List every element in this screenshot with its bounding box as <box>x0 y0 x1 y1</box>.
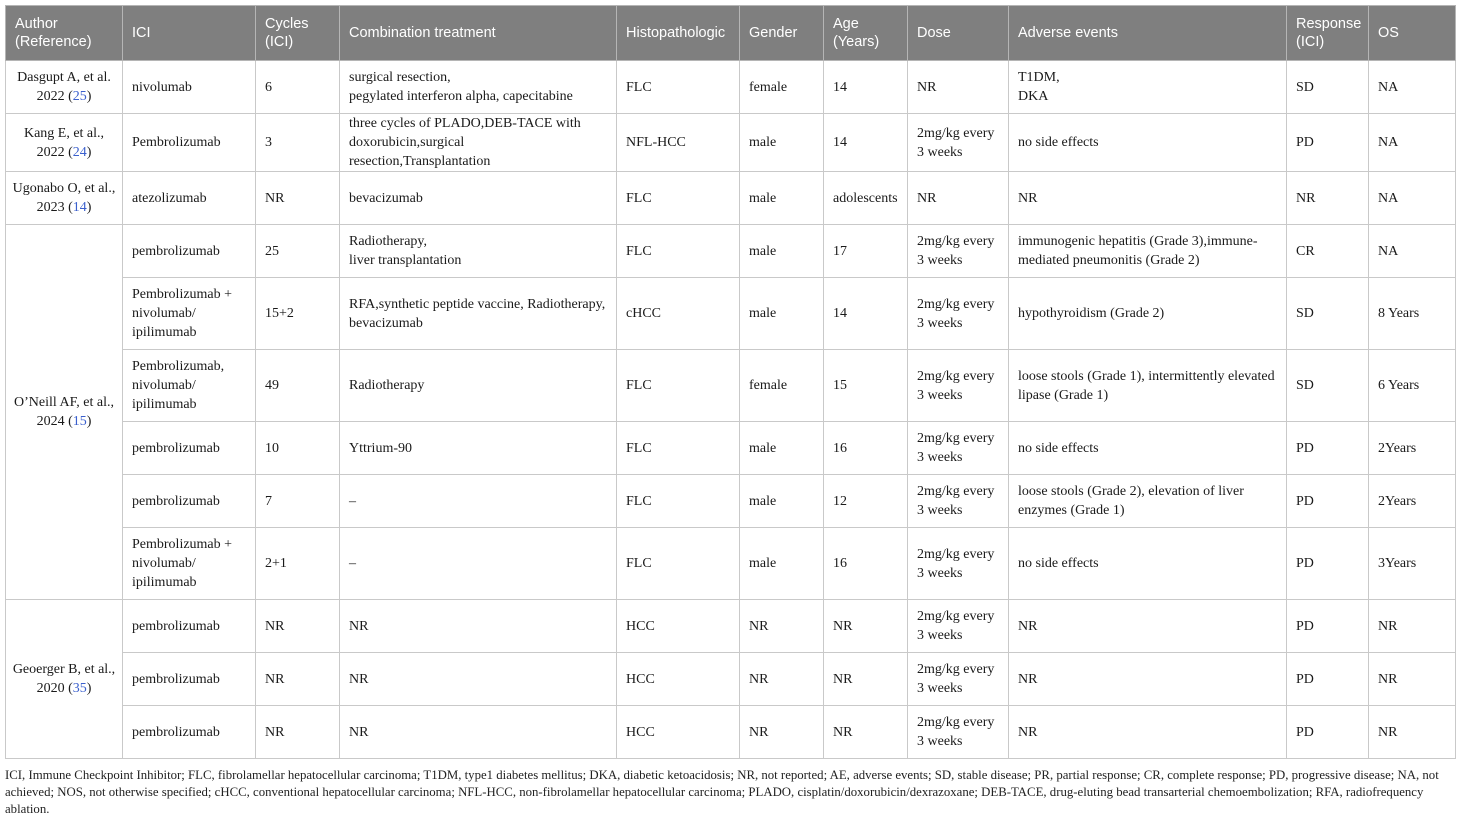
cell-adverse-events: NR <box>1009 600 1287 653</box>
cell-age: 16 <box>824 528 908 600</box>
cell-response: SD <box>1287 350 1369 422</box>
cell-gender: male <box>740 278 824 350</box>
cell-histopathologic: FLC <box>617 422 740 475</box>
cell-response: PD <box>1287 706 1369 759</box>
cell-combination: – <box>340 528 617 600</box>
table-row <box>6 61 1456 114</box>
cell-histopathologic: FLC <box>617 225 740 278</box>
col-header-ici: ICI <box>123 6 256 61</box>
table-row <box>6 350 1456 422</box>
table-row <box>6 114 1456 172</box>
col-header-gender: Gender <box>740 6 824 61</box>
cell-os: 2Years <box>1369 422 1456 475</box>
cell-histopathologic: NFL-HCC <box>617 114 740 172</box>
cell-os: 2Years <box>1369 475 1456 528</box>
cell-os: NR <box>1369 600 1456 653</box>
cell-histopathologic: FLC <box>617 528 740 600</box>
table-row <box>6 278 1456 350</box>
author-name: Dasgupt A, et al. 2022 <box>17 70 111 104</box>
cell-combination: RFA,synthetic peptide vaccine, Radiotherapy, bevacizumab <box>340 278 617 350</box>
author-name: O’Neill AF, et al., 2024 <box>14 395 114 429</box>
table-row <box>6 475 1456 528</box>
cell-adverse-events: loose stools (Grade 2), elevation of liver enzymes (Grade 1) <box>1009 475 1287 528</box>
cell-combination: bevacizumab <box>340 172 617 225</box>
cell-age: 14 <box>824 61 908 114</box>
cell-cycles: 3 <box>256 114 340 172</box>
cell-adverse-events: immunogenic hepatitis (Grade 3),immune-mediated pneumonitis (Grade 2) <box>1009 225 1287 278</box>
cell-response: PD <box>1287 422 1369 475</box>
cell-author: Kang E, et al., 2022 (24) <box>6 114 123 172</box>
cell-ici: pembrolizumab <box>123 422 256 475</box>
cell-response: PD <box>1287 114 1369 172</box>
cell-combination: Yttrium-90 <box>340 422 617 475</box>
cell-cycles: NR <box>256 600 340 653</box>
cell-ici: Pembrolizumab, nivolumab/ ipilimumab <box>123 350 256 422</box>
cell-ici: pembrolizumab <box>123 706 256 759</box>
cell-os: NR <box>1369 706 1456 759</box>
cell-gender: male <box>740 528 824 600</box>
col-header-cycles: Cycles (ICI) <box>256 6 340 61</box>
author-name: Geoerger B, et al., 2020 <box>12 662 116 696</box>
cell-cycles: 10 <box>256 422 340 475</box>
cell-adverse-events: loose stools (Grade 1), intermittently elevated lipase (Grade 1) <box>1009 350 1287 422</box>
cell-dose: 2mg/kg every 3 weeks <box>908 422 1009 475</box>
cell-combination: surgical resection, pegylated interferon alpha, capecitabine <box>340 61 617 114</box>
ici-treatment-table <box>5 5 1456 759</box>
cell-ici: pembrolizumab <box>123 653 256 706</box>
col-header-response: Response (ICI) <box>1287 6 1369 61</box>
cell-dose: 2mg/kg every 3 weeks <box>908 600 1009 653</box>
cell-gender: NR <box>740 600 824 653</box>
cell-histopathologic: HCC <box>617 653 740 706</box>
reference-link[interactable]: 14 <box>72 200 87 215</box>
reference-link[interactable]: 35 <box>72 681 87 696</box>
cell-cycles: 25 <box>256 225 340 278</box>
table-row <box>6 172 1456 225</box>
cell-age: 14 <box>824 114 908 172</box>
cell-dose: 2mg/kg every 3 weeks <box>908 114 1009 172</box>
col-header-os: OS <box>1369 6 1456 61</box>
cell-cycles: 2+1 <box>256 528 340 600</box>
header-row <box>6 6 1456 61</box>
cell-response: SD <box>1287 278 1369 350</box>
cell-os: NA <box>1369 61 1456 114</box>
cell-ici: Pembrolizumab + nivolumab/ ipilimumab <box>123 528 256 600</box>
cell-response: NR <box>1287 172 1369 225</box>
cell-os: NR <box>1369 653 1456 706</box>
cell-combination: Radiotherapy, liver transplantation <box>340 225 617 278</box>
reference-link[interactable]: 25 <box>72 89 87 104</box>
col-header-combination: Combination treatment <box>340 6 617 61</box>
cell-dose: 2mg/kg every 3 weeks <box>908 475 1009 528</box>
cell-ici: pembrolizumab <box>123 475 256 528</box>
table-row <box>6 225 1456 278</box>
cell-age: 12 <box>824 475 908 528</box>
table-row <box>6 422 1456 475</box>
cell-adverse-events: T1DM, DKA <box>1009 61 1287 114</box>
cell-author: Ugonabo O, et al., 2023 (14) <box>6 172 123 225</box>
cell-dose: 2mg/kg every 3 weeks <box>908 528 1009 600</box>
cell-histopathologic: FLC <box>617 350 740 422</box>
col-header-dose: Dose <box>908 6 1009 61</box>
table-body <box>6 61 1456 759</box>
cell-ici: Pembrolizumab <box>123 114 256 172</box>
col-header-age: Age (Years) <box>824 6 908 61</box>
cell-cycles: NR <box>256 172 340 225</box>
cell-ici: pembrolizumab <box>123 225 256 278</box>
cell-ici: pembrolizumab <box>123 600 256 653</box>
cell-dose: 2mg/kg every 3 weeks <box>908 225 1009 278</box>
cell-gender: NR <box>740 706 824 759</box>
cell-histopathologic: FLC <box>617 172 740 225</box>
col-header-author: Author (Reference) <box>6 6 123 61</box>
cell-age: 15 <box>824 350 908 422</box>
cell-combination: NR <box>340 706 617 759</box>
cell-ici: atezolizumab <box>123 172 256 225</box>
cell-gender: male <box>740 172 824 225</box>
cell-response: PD <box>1287 600 1369 653</box>
cell-age: adolescents <box>824 172 908 225</box>
cell-histopathologic: cHCC <box>617 278 740 350</box>
cell-combination: three cycles of PLADO,DEB-TACE with doxorubicin,surgical resection,Transplantation <box>340 114 617 172</box>
cell-gender: female <box>740 350 824 422</box>
reference-link[interactable]: 24 <box>72 144 87 160</box>
cell-age: 16 <box>824 422 908 475</box>
cell-cycles: 6 <box>256 61 340 114</box>
cell-adverse-events: no side effects <box>1009 114 1287 172</box>
cell-combination: Radiotherapy <box>340 350 617 422</box>
cell-response: PD <box>1287 475 1369 528</box>
reference-link[interactable]: 15 <box>72 414 87 429</box>
cell-adverse-events: no side effects <box>1009 528 1287 600</box>
table-row <box>6 706 1456 759</box>
cell-author: Geoerger B, et al., 2020 (35) <box>6 600 123 759</box>
col-header-histopathologic: Histopathologic <box>617 6 740 61</box>
table-footnote: ICI, Immune Checkpoint Inhibitor; FLC, fibrolamellar hepatocellular carcinoma; T1DM, type1 diabetes mellitus; DKA, diabetic ketoacidosis; NR, not reported; AE, adverse events; SD, stable disease; PR, partial response; CR, complete response; PD, progressive disease; NA, not achieved; NOS, not otherwise specified; cHCC, conventional hepatocellular carcinoma; NFL-HCC, non-fibrolamellar hepatocellular carcinoma; PLADO, cisplatin/doxorubicin/dexrazoxane; DEB-TACE, drug-eluting bead transarterial chemoembolization; RFA, radiofrequency ablation. <box>5 768 1439 816</box>
cell-os: NA <box>1369 225 1456 278</box>
cell-histopathologic: FLC <box>617 475 740 528</box>
cell-gender: male <box>740 225 824 278</box>
cell-adverse-events: NR <box>1009 172 1287 225</box>
cell-gender: male <box>740 422 824 475</box>
cell-ici: nivolumab <box>123 61 256 114</box>
cell-dose: NR <box>908 172 1009 225</box>
cell-cycles: NR <box>256 653 340 706</box>
cell-os: 6 Years <box>1369 350 1456 422</box>
author-name: Ugonabo O, et al., 2023 <box>12 181 116 215</box>
cell-dose: 2mg/kg every 3 weeks <box>908 653 1009 706</box>
cell-combination: NR <box>340 600 617 653</box>
cell-histopathologic: FLC <box>617 61 740 114</box>
cell-dose: 2mg/kg every 3 weeks <box>908 278 1009 350</box>
cell-age: NR <box>824 706 908 759</box>
table-row <box>6 653 1456 706</box>
cell-histopathologic: HCC <box>617 600 740 653</box>
cell-combination: NR <box>340 653 617 706</box>
cell-combination: – <box>340 475 617 528</box>
cell-cycles: NR <box>256 706 340 759</box>
cell-adverse-events: NR <box>1009 653 1287 706</box>
cell-os: NA <box>1369 172 1456 225</box>
cell-gender: NR <box>740 653 824 706</box>
cell-age: 17 <box>824 225 908 278</box>
cell-cycles: 7 <box>256 475 340 528</box>
cell-dose: 2mg/kg every 3 weeks <box>908 350 1009 422</box>
cell-os: NA <box>1369 114 1456 172</box>
table-row <box>6 600 1456 653</box>
cell-response: CR <box>1287 225 1369 278</box>
cell-response: PD <box>1287 528 1369 600</box>
cell-response: PD <box>1287 653 1369 706</box>
author-name: Kang E, et al., 2022 <box>23 125 105 160</box>
cell-age: NR <box>824 653 908 706</box>
col-header-adverse-events: Adverse events <box>1009 6 1287 61</box>
cell-adverse-events: hypothyroidism (Grade 2) <box>1009 278 1287 350</box>
cell-histopathologic: HCC <box>617 706 740 759</box>
cell-ici: Pembrolizumab + nivolumab/ ipilimumab <box>123 278 256 350</box>
cell-os: 3Years <box>1369 528 1456 600</box>
cell-cycles: 15+2 <box>256 278 340 350</box>
table-row <box>6 528 1456 600</box>
cell-age: NR <box>824 600 908 653</box>
cell-cycles: 49 <box>256 350 340 422</box>
cell-age: 14 <box>824 278 908 350</box>
cell-adverse-events: no side effects <box>1009 422 1287 475</box>
cell-dose: NR <box>908 61 1009 114</box>
cell-response: SD <box>1287 61 1369 114</box>
cell-gender: male <box>740 114 824 172</box>
cell-author: O’Neill AF, et al., 2024 (15) <box>6 225 123 600</box>
cell-os: 8 Years <box>1369 278 1456 350</box>
cell-adverse-events: NR <box>1009 706 1287 759</box>
cell-author: Dasgupt A, et al. 2022 (25) <box>6 61 123 114</box>
cell-gender: female <box>740 61 824 114</box>
cell-gender: male <box>740 475 824 528</box>
cell-dose: 2mg/kg every 3 weeks <box>908 706 1009 759</box>
